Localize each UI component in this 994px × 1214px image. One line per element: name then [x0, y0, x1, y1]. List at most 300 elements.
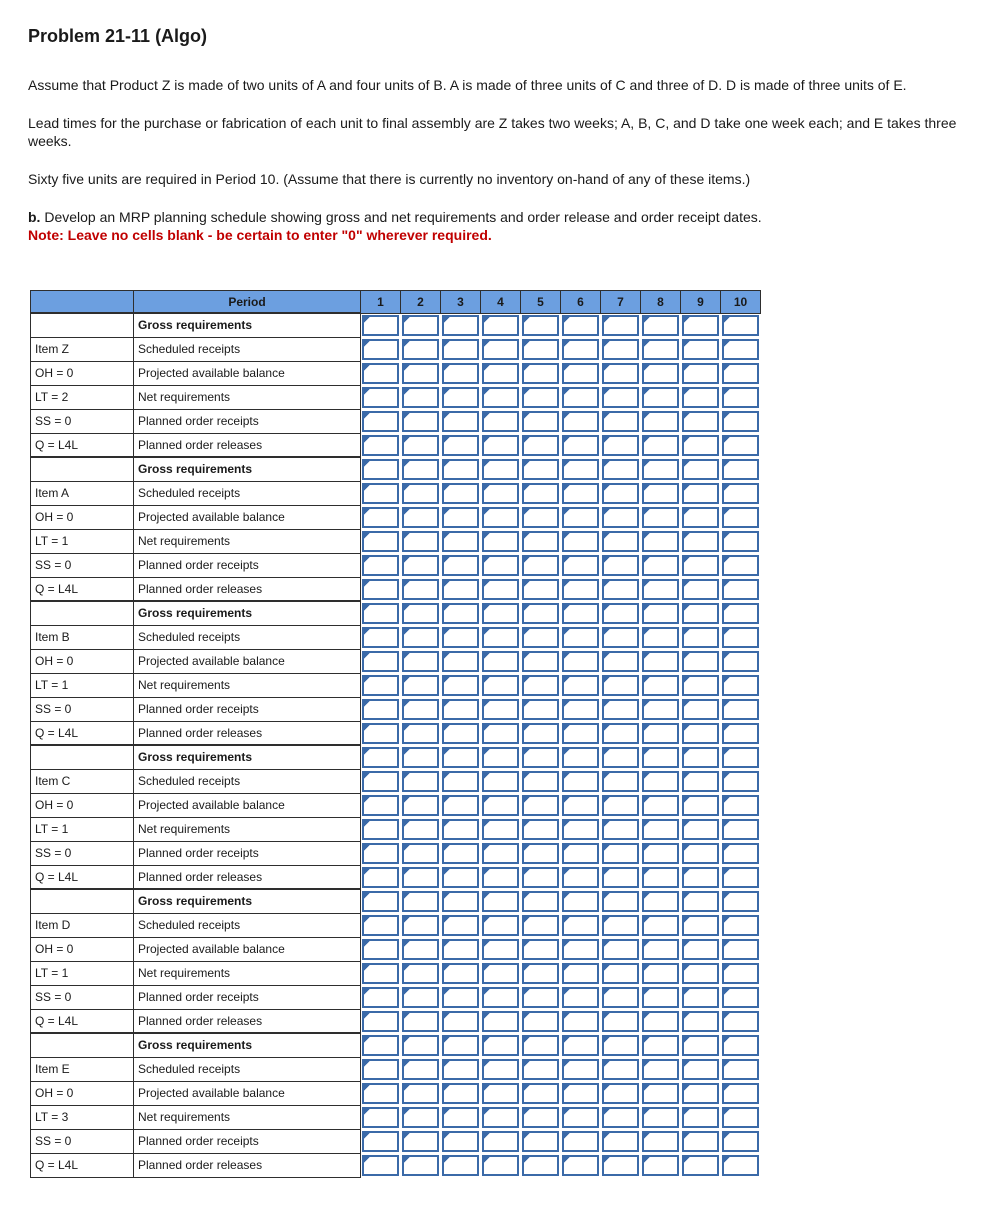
answer-input[interactable]: [602, 411, 639, 432]
answer-input[interactable]: [722, 723, 759, 744]
answer-input[interactable]: [522, 771, 559, 792]
answer-input[interactable]: [602, 339, 639, 360]
answer-input[interactable]: [682, 1083, 719, 1104]
answer-input[interactable]: [682, 699, 719, 720]
answer-input[interactable]: [362, 531, 399, 552]
answer-input[interactable]: [722, 771, 759, 792]
answer-input[interactable]: [642, 315, 679, 336]
answer-input[interactable]: [362, 315, 399, 336]
answer-input[interactable]: [482, 363, 519, 384]
answer-input[interactable]: [682, 1155, 719, 1176]
answer-input[interactable]: [562, 963, 599, 984]
answer-input[interactable]: [642, 819, 679, 840]
answer-input[interactable]: [402, 1059, 439, 1080]
answer-input[interactable]: [562, 603, 599, 624]
answer-input[interactable]: [402, 795, 439, 816]
answer-input[interactable]: [442, 723, 479, 744]
answer-input[interactable]: [642, 987, 679, 1008]
answer-input[interactable]: [682, 531, 719, 552]
answer-input[interactable]: [722, 699, 759, 720]
answer-input[interactable]: [522, 411, 559, 432]
answer-input[interactable]: [522, 939, 559, 960]
answer-input[interactable]: [562, 459, 599, 480]
answer-input[interactable]: [482, 675, 519, 696]
answer-input[interactable]: [402, 915, 439, 936]
answer-input[interactable]: [522, 891, 559, 912]
answer-input[interactable]: [362, 795, 399, 816]
answer-input[interactable]: [402, 723, 439, 744]
answer-input[interactable]: [442, 507, 479, 528]
answer-input[interactable]: [642, 747, 679, 768]
answer-input[interactable]: [522, 747, 559, 768]
answer-input[interactable]: [442, 843, 479, 864]
answer-input[interactable]: [522, 699, 559, 720]
answer-input[interactable]: [482, 315, 519, 336]
answer-input[interactable]: [522, 867, 559, 888]
answer-input[interactable]: [602, 675, 639, 696]
answer-input[interactable]: [482, 507, 519, 528]
answer-input[interactable]: [402, 459, 439, 480]
answer-input[interactable]: [682, 435, 719, 456]
answer-input[interactable]: [602, 651, 639, 672]
answer-input[interactable]: [362, 507, 399, 528]
answer-input[interactable]: [442, 363, 479, 384]
answer-input[interactable]: [602, 363, 639, 384]
answer-input[interactable]: [362, 675, 399, 696]
answer-input[interactable]: [642, 795, 679, 816]
answer-input[interactable]: [682, 819, 719, 840]
answer-input[interactable]: [442, 747, 479, 768]
answer-input[interactable]: [642, 915, 679, 936]
answer-input[interactable]: [722, 915, 759, 936]
answer-input[interactable]: [602, 555, 639, 576]
answer-input[interactable]: [682, 387, 719, 408]
answer-input[interactable]: [682, 963, 719, 984]
answer-input[interactable]: [682, 507, 719, 528]
answer-input[interactable]: [642, 1035, 679, 1056]
answer-input[interactable]: [522, 435, 559, 456]
answer-input[interactable]: [562, 627, 599, 648]
answer-input[interactable]: [402, 1035, 439, 1056]
answer-input[interactable]: [562, 795, 599, 816]
answer-input[interactable]: [362, 891, 399, 912]
answer-input[interactable]: [522, 627, 559, 648]
answer-input[interactable]: [722, 363, 759, 384]
answer-input[interactable]: [442, 435, 479, 456]
answer-input[interactable]: [522, 531, 559, 552]
answer-input[interactable]: [482, 939, 519, 960]
answer-input[interactable]: [522, 507, 559, 528]
answer-input[interactable]: [602, 1131, 639, 1152]
answer-input[interactable]: [722, 1011, 759, 1032]
answer-input[interactable]: [682, 1011, 719, 1032]
answer-input[interactable]: [682, 459, 719, 480]
answer-input[interactable]: [602, 891, 639, 912]
answer-input[interactable]: [562, 1107, 599, 1128]
answer-input[interactable]: [722, 819, 759, 840]
answer-input[interactable]: [642, 1011, 679, 1032]
answer-input[interactable]: [522, 1059, 559, 1080]
answer-input[interactable]: [402, 555, 439, 576]
answer-input[interactable]: [562, 771, 599, 792]
answer-input[interactable]: [362, 1131, 399, 1152]
answer-input[interactable]: [442, 387, 479, 408]
answer-input[interactable]: [402, 411, 439, 432]
answer-input[interactable]: [562, 891, 599, 912]
answer-input[interactable]: [402, 1107, 439, 1128]
answer-input[interactable]: [722, 1131, 759, 1152]
answer-input[interactable]: [482, 555, 519, 576]
answer-input[interactable]: [642, 867, 679, 888]
answer-input[interactable]: [402, 747, 439, 768]
answer-input[interactable]: [402, 1011, 439, 1032]
answer-input[interactable]: [482, 963, 519, 984]
answer-input[interactable]: [522, 987, 559, 1008]
answer-input[interactable]: [722, 1083, 759, 1104]
answer-input[interactable]: [482, 603, 519, 624]
answer-input[interactable]: [562, 699, 599, 720]
answer-input[interactable]: [442, 1131, 479, 1152]
answer-input[interactable]: [682, 603, 719, 624]
answer-input[interactable]: [602, 963, 639, 984]
answer-input[interactable]: [522, 1131, 559, 1152]
answer-input[interactable]: [482, 459, 519, 480]
answer-input[interactable]: [562, 651, 599, 672]
answer-input[interactable]: [642, 339, 679, 360]
answer-input[interactable]: [522, 1155, 559, 1176]
answer-input[interactable]: [722, 603, 759, 624]
answer-input[interactable]: [602, 795, 639, 816]
answer-input[interactable]: [442, 915, 479, 936]
answer-input[interactable]: [642, 363, 679, 384]
answer-input[interactable]: [402, 1083, 439, 1104]
answer-input[interactable]: [682, 915, 719, 936]
answer-input[interactable]: [722, 435, 759, 456]
answer-input[interactable]: [562, 1011, 599, 1032]
answer-input[interactable]: [602, 1083, 639, 1104]
answer-input[interactable]: [562, 915, 599, 936]
answer-input[interactable]: [402, 939, 439, 960]
answer-input[interactable]: [522, 1083, 559, 1104]
answer-input[interactable]: [402, 1155, 439, 1176]
answer-input[interactable]: [562, 1131, 599, 1152]
answer-input[interactable]: [402, 651, 439, 672]
answer-input[interactable]: [442, 555, 479, 576]
answer-input[interactable]: [362, 387, 399, 408]
answer-input[interactable]: [442, 1011, 479, 1032]
answer-input[interactable]: [722, 507, 759, 528]
answer-input[interactable]: [562, 843, 599, 864]
answer-input[interactable]: [442, 459, 479, 480]
answer-input[interactable]: [642, 1107, 679, 1128]
answer-input[interactable]: [362, 939, 399, 960]
answer-input[interactable]: [482, 1107, 519, 1128]
answer-input[interactable]: [722, 555, 759, 576]
answer-input[interactable]: [402, 507, 439, 528]
answer-input[interactable]: [682, 579, 719, 600]
answer-input[interactable]: [682, 483, 719, 504]
answer-input[interactable]: [402, 987, 439, 1008]
answer-input[interactable]: [602, 579, 639, 600]
answer-input[interactable]: [522, 1011, 559, 1032]
answer-input[interactable]: [602, 435, 639, 456]
answer-input[interactable]: [362, 483, 399, 504]
answer-input[interactable]: [642, 939, 679, 960]
answer-input[interactable]: [482, 1083, 519, 1104]
answer-input[interactable]: [522, 555, 559, 576]
answer-input[interactable]: [642, 483, 679, 504]
answer-input[interactable]: [482, 723, 519, 744]
answer-input[interactable]: [722, 1155, 759, 1176]
answer-input[interactable]: [442, 651, 479, 672]
answer-input[interactable]: [442, 1155, 479, 1176]
answer-input[interactable]: [722, 339, 759, 360]
answer-input[interactable]: [482, 339, 519, 360]
answer-input[interactable]: [362, 435, 399, 456]
answer-input[interactable]: [682, 843, 719, 864]
answer-input[interactable]: [682, 1059, 719, 1080]
answer-input[interactable]: [682, 627, 719, 648]
answer-input[interactable]: [442, 531, 479, 552]
answer-input[interactable]: [482, 819, 519, 840]
answer-input[interactable]: [602, 1011, 639, 1032]
answer-input[interactable]: [522, 843, 559, 864]
answer-input[interactable]: [642, 627, 679, 648]
answer-input[interactable]: [442, 771, 479, 792]
answer-input[interactable]: [562, 1059, 599, 1080]
answer-input[interactable]: [642, 507, 679, 528]
answer-input[interactable]: [482, 1011, 519, 1032]
answer-input[interactable]: [602, 1059, 639, 1080]
answer-input[interactable]: [522, 915, 559, 936]
answer-input[interactable]: [642, 891, 679, 912]
answer-input[interactable]: [362, 627, 399, 648]
answer-input[interactable]: [442, 699, 479, 720]
answer-input[interactable]: [562, 867, 599, 888]
answer-input[interactable]: [402, 843, 439, 864]
answer-input[interactable]: [642, 1059, 679, 1080]
answer-input[interactable]: [522, 795, 559, 816]
answer-input[interactable]: [602, 603, 639, 624]
answer-input[interactable]: [522, 579, 559, 600]
answer-input[interactable]: [362, 1107, 399, 1128]
answer-input[interactable]: [442, 579, 479, 600]
answer-input[interactable]: [682, 555, 719, 576]
answer-input[interactable]: [562, 507, 599, 528]
answer-input[interactable]: [402, 363, 439, 384]
answer-input[interactable]: [362, 987, 399, 1008]
answer-input[interactable]: [442, 795, 479, 816]
answer-input[interactable]: [402, 867, 439, 888]
answer-input[interactable]: [722, 843, 759, 864]
answer-input[interactable]: [362, 699, 399, 720]
answer-input[interactable]: [562, 555, 599, 576]
answer-input[interactable]: [642, 1155, 679, 1176]
answer-input[interactable]: [442, 339, 479, 360]
answer-input[interactable]: [522, 459, 559, 480]
answer-input[interactable]: [602, 483, 639, 504]
answer-input[interactable]: [362, 747, 399, 768]
answer-input[interactable]: [362, 1155, 399, 1176]
answer-input[interactable]: [642, 651, 679, 672]
answer-input[interactable]: [722, 1059, 759, 1080]
answer-input[interactable]: [402, 435, 439, 456]
answer-input[interactable]: [562, 363, 599, 384]
answer-input[interactable]: [402, 963, 439, 984]
answer-input[interactable]: [722, 579, 759, 600]
answer-input[interactable]: [562, 315, 599, 336]
answer-input[interactable]: [722, 867, 759, 888]
answer-input[interactable]: [362, 411, 399, 432]
answer-input[interactable]: [722, 963, 759, 984]
answer-input[interactable]: [562, 819, 599, 840]
answer-input[interactable]: [682, 771, 719, 792]
answer-input[interactable]: [482, 1059, 519, 1080]
answer-input[interactable]: [642, 771, 679, 792]
answer-input[interactable]: [722, 795, 759, 816]
answer-input[interactable]: [722, 1035, 759, 1056]
answer-input[interactable]: [602, 1107, 639, 1128]
answer-input[interactable]: [722, 459, 759, 480]
answer-input[interactable]: [722, 411, 759, 432]
answer-input[interactable]: [482, 651, 519, 672]
answer-input[interactable]: [562, 723, 599, 744]
answer-input[interactable]: [722, 939, 759, 960]
answer-input[interactable]: [602, 387, 639, 408]
answer-input[interactable]: [682, 1107, 719, 1128]
answer-input[interactable]: [362, 1035, 399, 1056]
answer-input[interactable]: [442, 891, 479, 912]
answer-input[interactable]: [402, 699, 439, 720]
answer-input[interactable]: [522, 819, 559, 840]
answer-input[interactable]: [362, 579, 399, 600]
answer-input[interactable]: [682, 747, 719, 768]
answer-input[interactable]: [642, 675, 679, 696]
answer-input[interactable]: [522, 963, 559, 984]
answer-input[interactable]: [682, 315, 719, 336]
answer-input[interactable]: [402, 891, 439, 912]
answer-input[interactable]: [562, 579, 599, 600]
answer-input[interactable]: [442, 963, 479, 984]
answer-input[interactable]: [562, 939, 599, 960]
answer-input[interactable]: [562, 1155, 599, 1176]
answer-input[interactable]: [482, 1155, 519, 1176]
answer-input[interactable]: [442, 315, 479, 336]
answer-input[interactable]: [402, 771, 439, 792]
answer-input[interactable]: [482, 387, 519, 408]
answer-input[interactable]: [482, 1131, 519, 1152]
answer-input[interactable]: [642, 603, 679, 624]
answer-input[interactable]: [482, 915, 519, 936]
answer-input[interactable]: [562, 483, 599, 504]
answer-input[interactable]: [482, 771, 519, 792]
answer-input[interactable]: [442, 411, 479, 432]
answer-input[interactable]: [522, 651, 559, 672]
answer-input[interactable]: [442, 1107, 479, 1128]
answer-input[interactable]: [602, 987, 639, 1008]
answer-input[interactable]: [602, 939, 639, 960]
answer-input[interactable]: [642, 579, 679, 600]
answer-input[interactable]: [562, 987, 599, 1008]
answer-input[interactable]: [442, 675, 479, 696]
answer-input[interactable]: [362, 819, 399, 840]
answer-input[interactable]: [362, 555, 399, 576]
answer-input[interactable]: [682, 675, 719, 696]
answer-input[interactable]: [602, 915, 639, 936]
answer-input[interactable]: [602, 627, 639, 648]
answer-input[interactable]: [482, 1035, 519, 1056]
answer-input[interactable]: [362, 651, 399, 672]
answer-input[interactable]: [522, 1035, 559, 1056]
answer-input[interactable]: [362, 843, 399, 864]
answer-input[interactable]: [362, 867, 399, 888]
answer-input[interactable]: [562, 339, 599, 360]
answer-input[interactable]: [442, 1059, 479, 1080]
answer-input[interactable]: [602, 507, 639, 528]
answer-input[interactable]: [562, 747, 599, 768]
answer-input[interactable]: [482, 747, 519, 768]
answer-input[interactable]: [642, 387, 679, 408]
answer-input[interactable]: [522, 483, 559, 504]
answer-input[interactable]: [362, 1011, 399, 1032]
answer-input[interactable]: [362, 1059, 399, 1080]
answer-input[interactable]: [482, 483, 519, 504]
answer-input[interactable]: [522, 315, 559, 336]
answer-input[interactable]: [482, 435, 519, 456]
answer-input[interactable]: [722, 987, 759, 1008]
answer-input[interactable]: [442, 867, 479, 888]
answer-input[interactable]: [602, 531, 639, 552]
answer-input[interactable]: [482, 627, 519, 648]
answer-input[interactable]: [402, 675, 439, 696]
answer-input[interactable]: [602, 723, 639, 744]
answer-input[interactable]: [442, 603, 479, 624]
answer-input[interactable]: [482, 579, 519, 600]
answer-input[interactable]: [682, 939, 719, 960]
answer-input[interactable]: [442, 1035, 479, 1056]
answer-input[interactable]: [362, 963, 399, 984]
answer-input[interactable]: [682, 987, 719, 1008]
answer-input[interactable]: [362, 339, 399, 360]
answer-input[interactable]: [482, 891, 519, 912]
answer-input[interactable]: [602, 867, 639, 888]
answer-input[interactable]: [442, 987, 479, 1008]
answer-input[interactable]: [562, 435, 599, 456]
answer-input[interactable]: [522, 675, 559, 696]
answer-input[interactable]: [402, 339, 439, 360]
answer-input[interactable]: [482, 699, 519, 720]
answer-input[interactable]: [722, 483, 759, 504]
answer-input[interactable]: [522, 603, 559, 624]
answer-input[interactable]: [562, 387, 599, 408]
answer-input[interactable]: [482, 411, 519, 432]
answer-input[interactable]: [642, 411, 679, 432]
answer-input[interactable]: [362, 771, 399, 792]
answer-input[interactable]: [642, 723, 679, 744]
answer-input[interactable]: [682, 411, 719, 432]
answer-input[interactable]: [682, 723, 719, 744]
answer-input[interactable]: [642, 843, 679, 864]
answer-input[interactable]: [642, 531, 679, 552]
answer-input[interactable]: [602, 843, 639, 864]
answer-input[interactable]: [562, 1083, 599, 1104]
answer-input[interactable]: [402, 819, 439, 840]
answer-input[interactable]: [682, 1131, 719, 1152]
answer-input[interactable]: [482, 987, 519, 1008]
answer-input[interactable]: [482, 843, 519, 864]
answer-input[interactable]: [482, 795, 519, 816]
answer-input[interactable]: [722, 747, 759, 768]
